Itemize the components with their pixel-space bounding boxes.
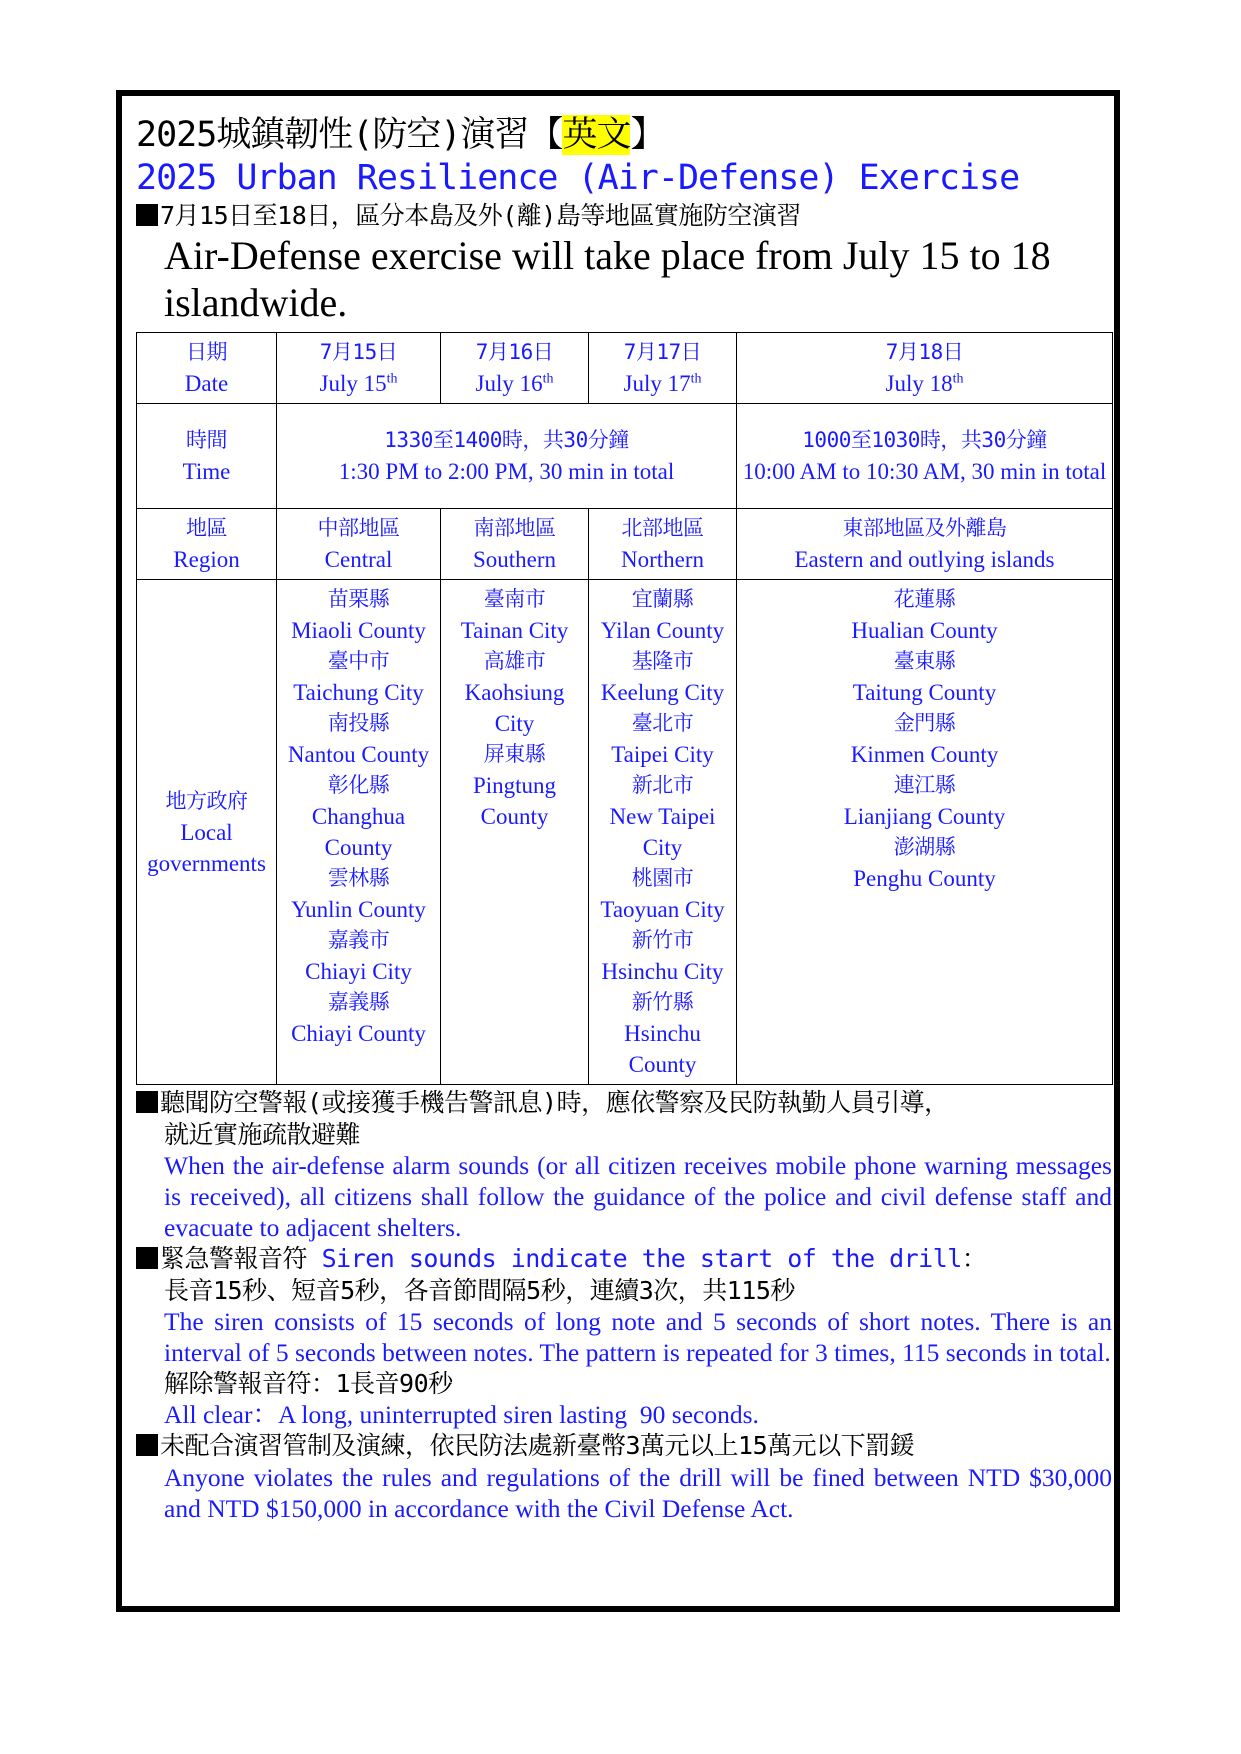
county-en: Hsinchu City — [601, 959, 724, 984]
county-en: Hualian County — [851, 618, 998, 643]
county-en: Yilan County — [600, 618, 725, 643]
date-cell — [441, 333, 589, 404]
county-zh: 花蓮縣 — [893, 587, 956, 611]
title-zh — [136, 114, 1112, 156]
siren-en-label: Siren sounds indicate the start of the drill — [321, 1244, 962, 1273]
region-zh: 南部地區 — [473, 516, 556, 540]
time-18-cell — [737, 404, 1113, 509]
clear-zh: 解除警報音符：1長音90秒 — [164, 1369, 453, 1398]
county-en: Tainan City — [460, 618, 569, 643]
county-zh: 嘉義縣 — [327, 990, 390, 1014]
siren-heading — [136, 1243, 1112, 1275]
county-zh: 臺中市 — [327, 649, 390, 673]
date-zh: 7月15日 — [319, 340, 398, 364]
date-en — [443, 368, 586, 399]
date-cell — [277, 333, 441, 404]
county-en: Lianjiang County — [843, 804, 1006, 829]
date-zh: 7月16日 — [475, 340, 554, 364]
alarm-section — [136, 1087, 1112, 1243]
time-row — [137, 404, 1113, 509]
penalty-zh — [136, 1430, 1112, 1462]
region-en: Central — [324, 547, 393, 572]
date-header-en: Date — [184, 371, 229, 396]
southern-cell — [441, 580, 589, 1085]
county-en: Keelung City — [600, 680, 725, 705]
document-content — [136, 114, 1112, 1524]
time-18-zh: 1000至1030時，共30分鐘 — [802, 428, 1047, 452]
region-cell — [277, 509, 441, 580]
region-cell — [737, 509, 1113, 580]
county-zh: 澎湖縣 — [893, 835, 956, 859]
county-en: Kaohsiung City — [464, 680, 565, 736]
penalty-zh-text: 未配合演習管制及演練，依民防法處新臺幣3萬元以上15萬元以下罰鍰 — [160, 1431, 915, 1460]
square-bullet-icon — [136, 1247, 158, 1269]
region-en: Southern — [472, 547, 557, 572]
county-zh: 新竹市 — [631, 928, 694, 952]
county-zh: 嘉義市 — [327, 928, 390, 952]
date-suffix: th — [542, 371, 554, 387]
time-header-zh: 時間 — [186, 428, 227, 452]
county-zh: 宜蘭縣 — [631, 587, 694, 611]
date-header-zh: 日期 — [186, 340, 227, 364]
county-zh: 基隆市 — [631, 649, 694, 673]
date-en-text: July 17 — [623, 371, 691, 396]
date-en — [739, 368, 1110, 399]
region-header — [137, 509, 277, 580]
central-cell — [277, 580, 441, 1085]
county-zh: 彰化縣 — [327, 773, 390, 797]
county-en: Chiayi City — [305, 959, 412, 984]
date-en — [591, 368, 734, 399]
local-row — [137, 580, 1113, 1085]
eastern-cell — [737, 580, 1113, 1085]
county-zh: 新北市 — [631, 773, 694, 797]
title-zh-highlight: 英文 — [562, 115, 631, 155]
county-zh: 連江縣 — [893, 773, 956, 797]
title-zh-end: 】 — [630, 115, 665, 155]
alarm-zh-line2: 就近實施疏散避難 — [164, 1120, 361, 1149]
region-en: Northern — [620, 547, 705, 572]
county-zh: 新竹縣 — [631, 990, 694, 1014]
square-bullet-icon — [136, 1091, 158, 1113]
county-en: New Taipei City — [609, 804, 716, 860]
county-en: Pingtung County — [472, 773, 557, 829]
county-en: Nantou County — [287, 742, 430, 767]
time-main-cell — [277, 404, 737, 509]
local-header-zh: 地方政府 — [165, 788, 248, 813]
time-header-en: Time — [182, 459, 231, 484]
county-zh: 屏東縣 — [483, 742, 546, 766]
alarm-zh-text: 聽聞防空警報(或接獲手機告警訊息)時，應依警察及民防執勤人員引導， — [160, 1088, 949, 1117]
county-en: Kinmen County — [850, 742, 999, 767]
penalty-en: Anyone violates the rules and regulations of the drill will be fined between NTD $30,000 and NTD $150,000 in accordance with the Civil Defense Act. — [164, 1463, 1112, 1523]
schedule-table — [136, 332, 1113, 1085]
alarm-en: When the air-defense alarm sounds (or all citizen receives mobile phone warning messages is received), all citizens shall follow the guidance of the police and civil defense staff and evacuate to adjacent shelters. — [164, 1151, 1112, 1242]
document-frame — [116, 90, 1120, 1612]
time-18-en: 10:00 AM to 10:30 AM, 30 min in total — [742, 459, 1107, 484]
siren-en-detail: The siren consists of 15 seconds of long note and 5 seconds of short notes. There is an interval of 5 seconds between notes. The pattern is repeated for 3 times, 115 seconds in total. — [164, 1307, 1112, 1367]
local-header — [137, 580, 277, 1085]
local-header-en: Local governments — [147, 819, 266, 876]
county-en: Penghu County — [853, 866, 996, 891]
penalty-section — [136, 1430, 1112, 1524]
county-zh: 金門縣 — [893, 711, 956, 735]
intro-zh-text: 7月15日至18日，區分本島及外(離)島等地區實施防空演習 — [160, 201, 801, 230]
county-en: Chiayi County — [291, 1021, 426, 1046]
date-suffix: th — [690, 371, 702, 387]
county-en: Taitung County — [852, 680, 997, 705]
date-suffix: th — [952, 371, 964, 387]
date-row — [137, 333, 1113, 404]
county-en: Hsinchu County — [624, 1021, 701, 1077]
siren-zh-detail: 長音15秒、短音5秒，各音節間隔5秒，連續3次，共115秒 — [164, 1276, 795, 1305]
date-cell — [737, 333, 1113, 404]
clear-en: All clear：A long, uninterrupted siren lasting 90 seconds. — [164, 1400, 759, 1429]
time-main-en: 1:30 PM to 2:00 PM, 30 min in total — [338, 459, 675, 484]
time-main-zh: 1330至1400時，共30分鐘 — [384, 428, 629, 452]
region-header-zh: 地區 — [186, 516, 227, 540]
region-en: Eastern and outlying islands — [794, 547, 1055, 572]
date-header — [137, 333, 277, 404]
region-zh: 東部地區及外離島 — [842, 516, 1007, 540]
county-zh: 桃園市 — [631, 866, 694, 890]
region-cell — [589, 509, 737, 580]
date-en — [279, 368, 438, 399]
time-header — [137, 404, 277, 509]
siren-colon: ： — [961, 1244, 987, 1273]
region-cell — [441, 509, 589, 580]
county-en: Yunlin County — [291, 897, 426, 922]
date-en-text: July 18 — [885, 371, 953, 396]
date-zh: 7月17日 — [623, 340, 702, 364]
county-en: Changhua County — [311, 804, 406, 860]
date-en-text: July 16 — [475, 371, 543, 396]
date-en-text: July 15 — [319, 371, 387, 396]
siren-zh-label: 緊急警報音符 — [160, 1244, 308, 1273]
date-cell — [589, 333, 737, 404]
county-en: Taichung City — [293, 680, 424, 705]
county-zh: 苗栗縣 — [327, 587, 390, 611]
county-en: Miaoli County — [291, 618, 426, 643]
region-zh: 中部地區 — [317, 516, 400, 540]
alarm-zh-line1 — [136, 1087, 1112, 1119]
date-zh: 7月18日 — [885, 340, 964, 364]
region-zh: 北部地區 — [621, 516, 704, 540]
county-zh: 臺南市 — [483, 587, 546, 611]
date-suffix: th — [386, 371, 398, 387]
square-bullet-icon — [136, 204, 158, 226]
northern-cell — [589, 580, 737, 1085]
county-zh: 高雄市 — [483, 649, 546, 673]
title-zh-main: 2025城鎮韌性(防空)演習【 — [136, 115, 563, 155]
county-zh: 南投縣 — [327, 711, 390, 735]
county-en: Taoyuan City — [600, 897, 725, 922]
county-en: Taipei City — [611, 742, 714, 767]
title-en: 2025 Urban Resilience (Air-Defense) Exercise — [136, 158, 1020, 198]
siren-section — [136, 1243, 1112, 1430]
region-row — [137, 509, 1113, 580]
intro-en: Air-Defense exercise will take place from July 15 to 18 islandwide. — [164, 233, 1051, 325]
intro-zh — [136, 200, 1112, 232]
county-zh: 雲林縣 — [327, 866, 390, 890]
county-zh: 臺東縣 — [893, 649, 956, 673]
county-zh: 臺北市 — [631, 711, 694, 735]
square-bullet-icon — [136, 1434, 158, 1456]
region-header-en: Region — [173, 547, 240, 572]
